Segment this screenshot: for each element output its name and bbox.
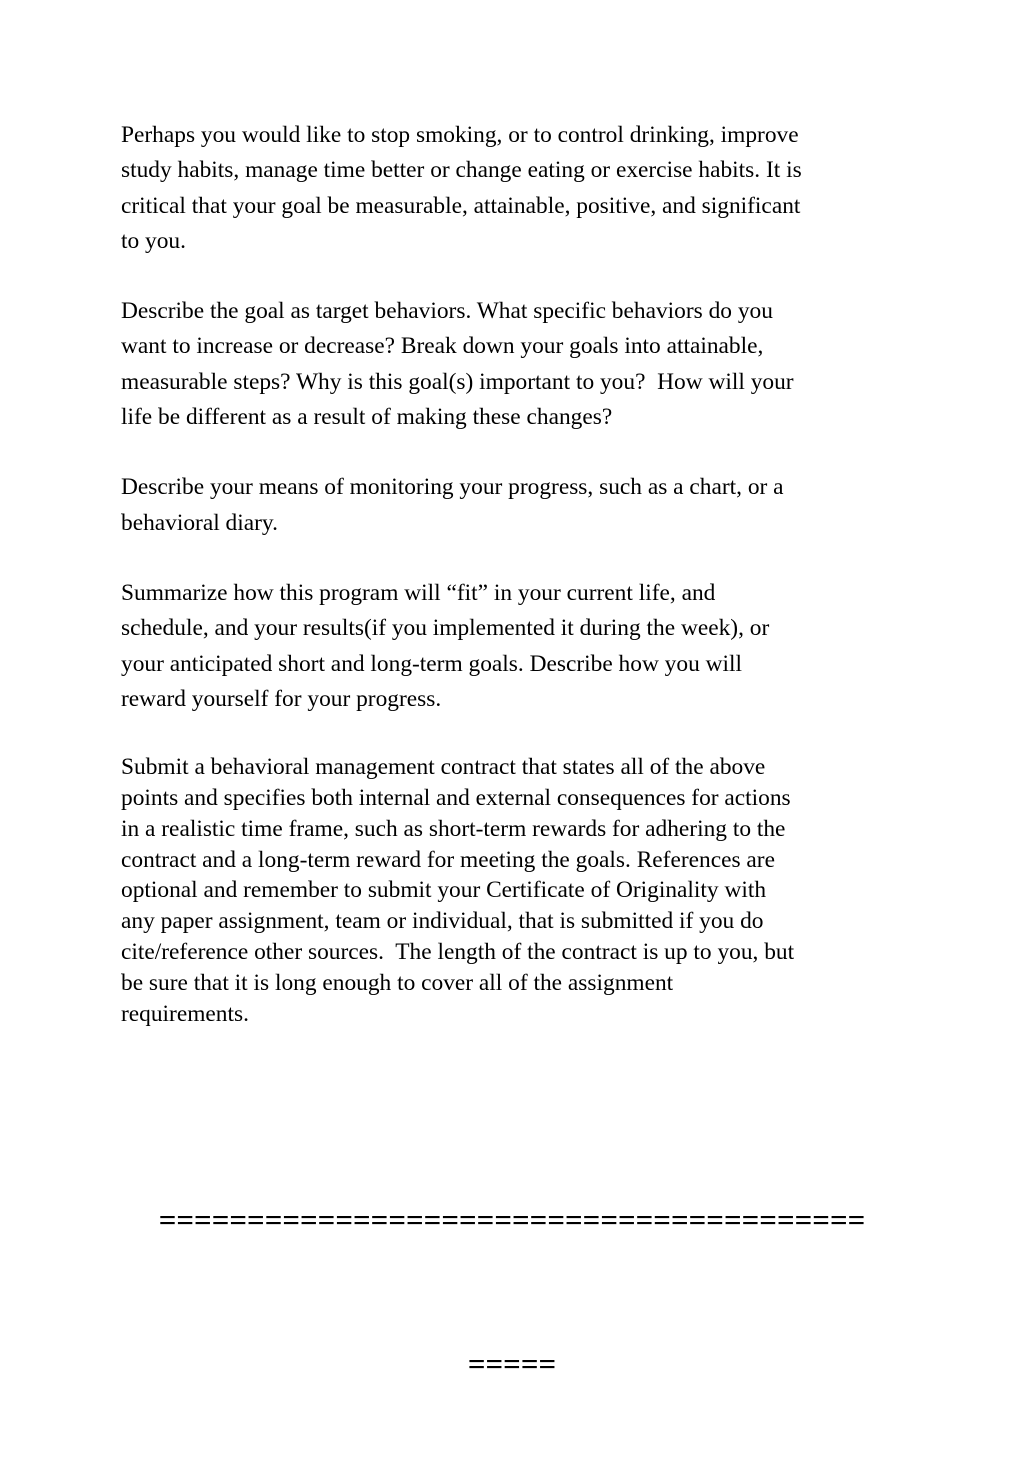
text-line: critical that your goal be measurable, attainable, positive, and significant (121, 192, 801, 219)
document-body (121, 118, 911, 1029)
text-line: Summarize how this program will “fit” in your current life, and (121, 579, 716, 606)
text-line: contract and a long-term reward for meeting the goals. References are (121, 846, 775, 873)
paragraph-goal-intro (121, 118, 911, 259)
text-line: any paper assignment, team or individual, that is submitted if you do (121, 908, 764, 935)
text-line: Describe the goal as target behaviors. What specific behaviors do you (121, 298, 773, 325)
text-line: requirements. (121, 1000, 249, 1027)
text-line: schedule, and your results(if you implemented it during the week), or (121, 615, 770, 642)
text-line: points and specifies both internal and external consequences for actions (121, 784, 791, 811)
separator-line: ===== (467, 1346, 557, 1381)
text-line: reward yourself for your progress. (121, 685, 442, 712)
text-line: optional and remember to submit your Certificate of Originality with (121, 877, 767, 904)
section-separator (121, 1100, 903, 1484)
paragraph-contract (121, 752, 911, 1029)
text-line: life be different as a result of making these changes? (121, 404, 613, 431)
text-line: measurable steps? Why is this goal(s) important to you? How will your (121, 368, 794, 395)
paragraph-monitoring (121, 470, 911, 541)
text-line: study habits, manage time better or change eating or exercise habits. It is (121, 157, 802, 184)
text-line: your anticipated short and long-term goals. Describe how you will (121, 650, 743, 677)
text-line: in a realistic time frame, such as short-term rewards for adhering to the (121, 815, 786, 842)
text-line: Submit a behavioral management contract that states all of the above (121, 754, 766, 781)
text-line: Describe your means of monitoring your progress, such as a chart, or a (121, 474, 784, 501)
text-line: Perhaps you would like to stop smoking, or to control drinking, improve (121, 122, 799, 148)
text-line: be sure that it is long enough to cover all of the assignment (121, 969, 674, 996)
text-line: to you. (121, 227, 186, 254)
paragraph-summary (121, 576, 911, 717)
paragraph-target-behaviors (121, 294, 911, 435)
text-line: want to increase or decrease? Break down your goals into attainable, (121, 333, 764, 360)
text-line: cite/reference other sources. The length of the contract is up to you, but (121, 938, 795, 965)
separator-line: ======================================== (158, 1202, 866, 1237)
text-line: behavioral diary. (121, 509, 278, 536)
